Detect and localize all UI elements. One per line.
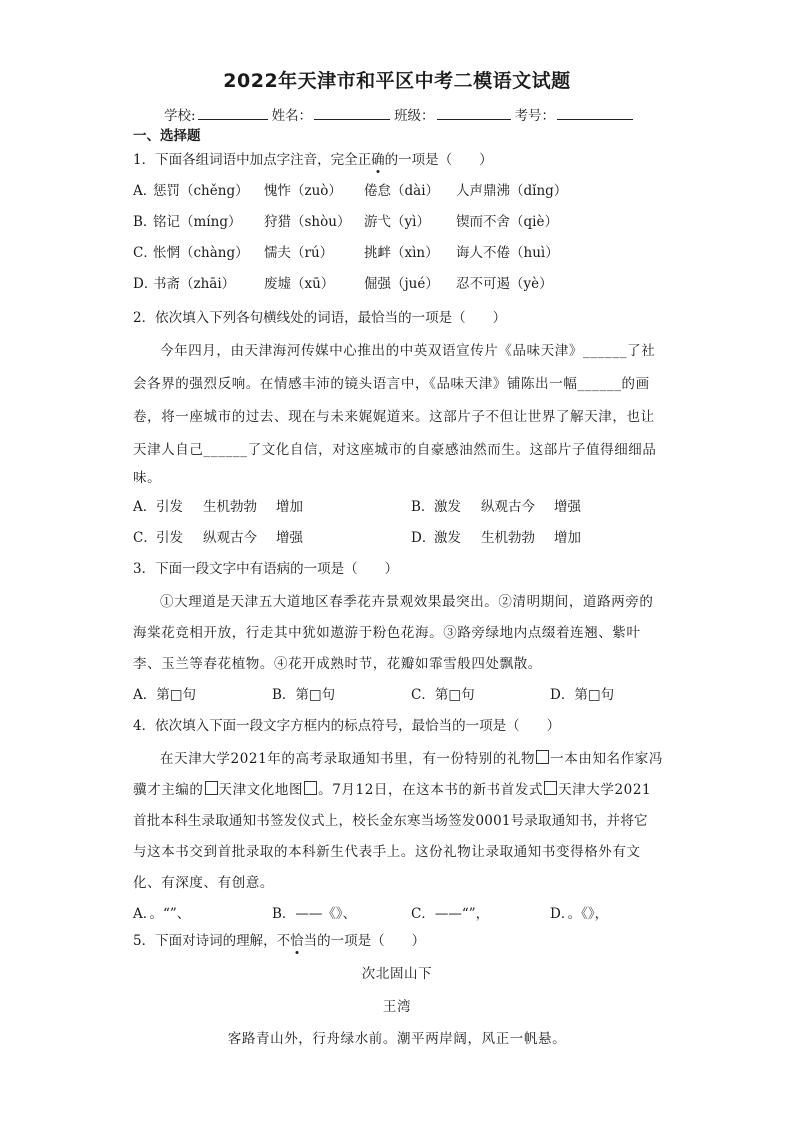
q4-option-c[interactable]: C．——“”， [411,906,490,922]
q2-option-b-item: 纵观古今 [481,499,535,515]
q1-option-b-item: 游弋（yì） [364,214,430,230]
q4-option-a[interactable]: A．。“”、 [133,906,191,922]
q2-option-a-item: 引发 [156,499,183,515]
school-field[interactable] [198,107,268,120]
question-1-stem-a: 1．下面各组词语中加点字注音，完全正 [133,152,372,168]
q2-option-d-label[interactable]: D． [411,530,436,546]
q2-option-c-item: 引发 [156,530,183,546]
q1-option-d-item: 倔强（jué） [364,276,439,292]
q2-option-b-item: 增强 [554,499,581,515]
question-5-stem [133,929,425,949]
q1-option-a-item: 倦怠（dài） [364,183,440,199]
punctuation-box [304,781,317,795]
class-field[interactable] [437,107,511,120]
poem-title: 次北固山下 [361,966,433,982]
question-4-stem: 4．依次填入下面一段文字方框内的标点符号，最恰当的一项是（ ） [133,718,561,734]
q2-option-c-item: 纵观古今 [203,530,257,546]
punctuation-box [536,750,549,764]
q1-option-b-label[interactable]: B． [133,214,157,230]
q1-option-a-item: 愧怍（zuò） [264,183,342,199]
q2-option-c-item: 增强 [276,530,303,546]
q1-option-a-item: 惩罚（chěng） [153,183,249,199]
q1-option-c-item: 懦夫（rú） [264,245,334,261]
q4-text: 骥才主编的 [133,782,204,798]
section-heading: 一、选择题 [133,128,201,144]
name-label: 姓名： [271,108,313,124]
q2-option-b-label[interactable]: B． [411,499,435,515]
q2-option-d-item: 生机勃勃 [481,530,535,546]
q2-option-a-item: 增加 [276,499,303,515]
q3-option-d[interactable]: D．第□句 [550,687,615,703]
question-4-passage-line [160,747,663,767]
q3-option-c[interactable]: C．第□句 [411,687,475,703]
q1-option-b-item: 锲而不舍（qiè） [456,214,558,230]
q1-option-d-label[interactable]: D． [133,276,158,292]
question-2-passage-line: 天津人自己______了文化自信，对这座城市的自豪感油然而生。这部片子值得细细品 [133,442,657,458]
question-3-passage-line: ①大理道是天津五大道地区春季花卉景观效果最突出。②清明期间，道路两旁的 [160,594,654,610]
student-info-line [164,104,637,124]
q1-option-a-item: 人声鼎沸（dǐng） [456,183,568,199]
question-5-stem-b: 的一项是（ ） [317,933,426,949]
question-3-passage-line: 海棠花竞相开放，行走其中犹如遨游于粉色花海。③路旁绿地内点缀着连翘、紫叶 [133,625,641,641]
question-2-stem: 2．依次填入下列各句横线处的词语，最恰当的一项是（ ） [133,310,507,326]
q4-option-d[interactable]: D．。《》， [550,906,609,922]
q4-text: 一本由知名作家冯 [550,751,663,767]
q2-option-a-label[interactable]: A． [133,499,157,515]
page-title: 2022年天津市和平区中考二模语文试题 [223,70,571,92]
q3-option-b[interactable]: B．第□句 [272,687,336,703]
question-4-passage-line: 与这本书交到首批录取的本科新生代表手上。这份礼物让录取通知书变得格外有文 [133,844,641,860]
question-5-stem-a: 5．下面对诗词的理解， [133,933,277,949]
q4-text: 。7月12日，在这本书的新书首发式 [318,782,544,798]
question-2-passage-line: 今年四月，由天津海河传媒中心推出的中英双语宣传片《品味天津》______了社 [160,343,656,359]
poem-author: 王湾 [382,999,412,1015]
q4-text: 在天津大学2021年的高考录取通知书里，有一份特别的礼物 [160,751,536,767]
q1-option-b-item: 狩猎（shòu） [264,214,351,230]
q2-option-a-item: 生机勃勃 [203,499,257,515]
class-label: 班级： [394,108,435,124]
q2-option-d-item: 激发 [434,530,461,546]
q3-option-a[interactable]: A．第□句 [133,687,197,703]
q2-option-b-item: 激发 [434,499,461,515]
exam-number-field[interactable] [557,107,633,120]
school-label: 学校: [164,108,196,124]
q1-option-b-item: 铭记（míng） [153,214,242,230]
q2-option-c-label[interactable]: C． [133,530,157,546]
question-4-passage-line [133,778,651,798]
q1-option-c-item: 诲人不倦（huì） [456,245,559,261]
poem-line: 客路青山外，行舟绿水前。潮平两岸阔，风正一帆悬。 [227,1031,567,1047]
question-3-passage-line: 李、玉兰等春花植物。④花开成熟时节，花瓣如霏雪般四处飘散。 [133,656,542,672]
question-5-emphasis: 不恰当 [276,933,318,949]
q1-option-c-label[interactable]: C． [133,245,157,261]
question-2-passage-line: 味。 [133,470,162,486]
q1-option-a-label[interactable]: A． [133,183,157,199]
question-2-passage-line: 卷，将一座城市的过去、现在与未来娓娓道来。这部片子不但让世界了解天津，也让 [133,409,655,425]
q1-option-d-item: 忍不可遏（yè） [456,276,553,292]
punctuation-box [205,781,218,795]
question-2-passage-line: 会各界的强烈反响。在情感丰沛的镜头语言中，《品味天津》铺陈出一幅______的画 [133,376,650,392]
q1-option-c-item: 挑衅（xìn） [364,245,439,261]
exam-number-label: 考号： [514,108,556,124]
question-4-passage-line: 首批本科生录取通知书签发仪式上，校长金东寒当场签发0001号录取通知书，并将它 [133,813,648,829]
q4-text: 天津大学2021 [558,782,652,798]
q4-option-b[interactable]: B．——《》、 [272,906,357,922]
question-1-stem [133,148,493,168]
q4-text: 天津文化地图 [218,782,304,798]
question-3-stem: 3．下面一段文字中有语病的一项是（ ） [133,561,399,577]
question-4-passage-line: 化、有深度、有创意。 [133,875,274,891]
name-field[interactable] [314,107,390,120]
punctuation-box [544,781,557,795]
q2-option-d-item: 增加 [554,530,581,546]
question-1-stem-b: 的一项是（ ） [384,152,493,168]
question-1-emphasis: 确 [371,152,385,168]
q1-option-d-item: 书斋（zhāi） [153,276,236,292]
q1-option-d-item: 废墟（xū） [264,276,335,292]
q1-option-c-item: 怅惘（chàng） [153,245,249,261]
